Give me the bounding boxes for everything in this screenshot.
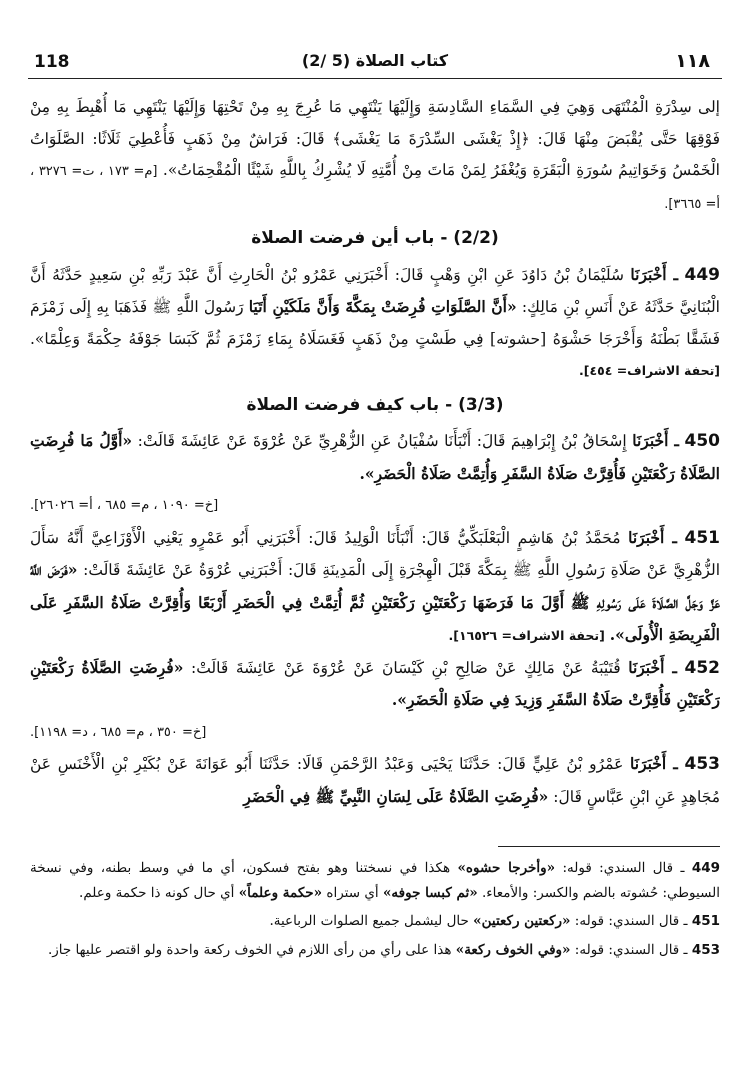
footnote-text: أي حال كونه ذا حكمة وعلم. <box>79 884 235 901</box>
hadith-chain: قُتَيْبَةُ عَنْ مَالِكٍ عَنْ صَالِحِ بْنِ كَيْسَانَ عَنْ عُرْوَةَ عَنْ عَائِشَةَ قَالَتْ: <box>190 658 621 677</box>
hadith-quote: «فَرَضَ اللَّهُ عَزَّ وَجَلَّ الصَّلَاةَ عَلَى رَسُولِهِ ﷺ <box>30 560 720 612</box>
footnote-text: هذا على رأي من رأى اللازم في الخوف ركعة واحدة ولو اقتصر عليها جاز. <box>47 941 452 958</box>
footnote-451 <box>30 909 720 934</box>
main-text <box>30 92 720 844</box>
footnote-quote: «ركعتين ركعتين» <box>473 913 571 929</box>
running-title: (2/ 5) كتاب الصلاة <box>301 51 449 70</box>
footnote-number: 451 <box>691 913 720 929</box>
hadith-reference: [تحفة الاشراف= ١٦٥٢٦]. <box>448 628 605 643</box>
hadith-quote: «فُرِضَتِ الصَّلَاةُ عَلَى لِسَانِ النَّبِيِّ ﷺ فِي الْحَضَرِ <box>243 786 549 806</box>
footnote-text: حال ليشمل جميع الصلوات الرباعية. <box>269 913 469 929</box>
hadith-reference: [خ= ٣٥٠ ، م= ٦٨٥ ، د= ١١٩٨]. <box>30 724 207 740</box>
intro-paragraph <box>30 92 720 220</box>
hadith-chain: إِسْحَاقُ بْنُ إِبْرَاهِيمَ قَالَ: أَنْبَأَنَا سُفْيَانُ عَنِ الزُّهْرِيِّ عَنْ عُرْوَةَ عَنْ عَائِشَةَ قَالَتْ: <box>137 432 627 450</box>
footnote-quote: «حكمة وعلماً» <box>238 884 323 901</box>
footnote-quote: «وفي الخوف ركعة» <box>455 941 571 958</box>
footnote-449 <box>30 856 720 905</box>
hadith-verb: ـ أَخْبَرَنَا <box>632 431 679 450</box>
footnote-divider <box>498 846 720 847</box>
footnote-label: ـ قال السندي: قوله: <box>574 913 688 929</box>
hadith-text-cont: رَسُولَ اللَّهِ ﷺ فَذَهَبَا بِهِ إِلَى زَمْزَمَ فَشَقَّا بَطْنَهُ وَأَخْرَجَا حَشْوَهُ [حشوته] فِي طَسْتٍ مِنْ ذَهَبٍ فَغَسَلَاهُ بِمَاءِ زَمْزَمَ ثُمَّ كَبَسَا جَوْفَهُ حِكْمَةً وَعِلْمًا». <box>30 298 720 348</box>
hadith-text-cont: أَوَّلَ مَا فَرَضَهَا رَكْعَتَيْنِ رَكْعَتَيْنِ ثُمَّ أُتِمَّتْ فِي الْحَضَرِ أَرْبَعًا وَأُقِرَّتْ صَلَاةُ السَّفَرِ عَلَى الْفَرِيضَةِ الْأُولَى». <box>30 592 720 644</box>
hadith-verb: ـ أَخْبَرَنَا <box>628 657 677 677</box>
hadith-quote: «أَنَّ الصَّلَوَاتِ فُرِضَتْ بِمَكَّةَ وَأَنَّ مَلَكَيْنِ أَتَيَا <box>248 297 517 316</box>
chapter-heading-where: (2/2) - باب أين فرضت الصلاة <box>251 228 499 248</box>
hadith-452 <box>30 652 720 749</box>
hadith-verb: ـ أَخْبَرَنَا <box>630 264 679 284</box>
footnote-quote: «ثم كبسا جوفه» <box>382 884 478 901</box>
footnote-number: 453 <box>691 941 720 958</box>
footnote-text: هكذا في نسختنا وهو بفتح فسكون، أي ما في وسط بطنه، وفي نسخة السيوطي: حُشوته بالضم والكسر: والأمعاء. <box>30 860 720 901</box>
footnotes <box>30 856 720 1066</box>
hadith-number: 449 <box>684 264 720 285</box>
page-header <box>28 44 722 79</box>
chapter-heading-how: (3/3) - باب كيف فرضت الصلاة <box>246 394 504 415</box>
hadith-451 <box>30 522 720 652</box>
hadith-reference: [تحفة الاشراف= ٤٥٤]. <box>579 363 720 378</box>
footnote-453 <box>30 938 720 963</box>
hadith-number: 451 <box>684 527 720 548</box>
footnote-text: أي ستراه <box>326 884 379 901</box>
footnote-quote: «وأخرجا حشوه» <box>457 860 556 876</box>
page-number-latin: 118 <box>34 52 70 72</box>
hadith-quote: «فُرِضَتِ الصَّلَاةُ رَكْعَتَيْنِ رَكْعَتَيْنِ فَأُقِرَّتْ صَلَاةُ السَّفَرِ وَزِيدَ فِي صَلَاةِ الْحَضَرِ». <box>30 657 720 709</box>
hadith-449 <box>30 259 720 387</box>
hadith-450 <box>30 425 720 522</box>
intro-reference: [م= ١٧٣ ، ت= ٣٢٧٦ ، أ= ٣٦٦٥]. <box>30 164 720 212</box>
hadith-verb: ـ أَخْبَرَنَا <box>628 527 677 547</box>
hadith-453 <box>30 748 720 813</box>
hadith-verb: ـ أَخْبَرَنَا <box>630 754 678 773</box>
hadith-quote: «أَوَّلُ مَا فُرِضَتِ الصَّلَاةُ رَكْعَتَيْنِ فَأُقِرَّتْ صَلَاةُ السَّفَرِ وَأُتِمَّتْ صَلَاةُ الْحَضَرِ». <box>30 431 720 483</box>
hadith-chain: مُحَمَّدُ بْنُ هَاشِمٍ الْبَعْلَبَكِّيُّ قَالَ: أَنْبَأَنَا الْوَلِيدُ قَالَ: أَخْبَرَنِي أَبُو عَمْرٍو يَعْنِي الْأَوْزَاعِيَّ أَنَّهُ سَأَلَ الزُّهْرِيَّ عَنْ صَلَاةِ رَسُولِ اللَّهِ ﷺ بِمَكَّةَ قَبْلَ الْهِجْرَةِ إِلَى الْمَدِينَةِ قَالَ: أَخْبَرَنِي عُرْوَةُ عَنْ عَائِشَةَ قَالَتْ: <box>30 528 720 579</box>
footnote-label: ـ قال السندي: قوله: <box>574 941 688 958</box>
hadith-chain: عَمْرُو بْنُ عَلِيٍّ قَالَ: حَدَّثَنَا يَحْيَى وَعَبْدُ الرَّحْمَنِ قَالَا: حَدَّثَنَا أَبُو عَوَانَةَ عَنْ بُكَيْرِ بْنِ الْأَخْنَسِ عَنْ مُجَاهِدٍ عَنِ ابْنِ عَبَّاسٍ قَالَ: <box>30 755 720 806</box>
hadith-number: 453 <box>684 754 720 774</box>
page-number-arabic: ١١٨ <box>675 50 710 72</box>
footnote-label: ـ قال السندي: قوله: <box>562 860 685 876</box>
footnote-number: 449 <box>691 860 720 876</box>
hadith-chain: سُلَيْمَانُ بْنُ دَاوُدَ عَنِ ابْنِ وَهْبٍ قَالَ: أَخْبَرَنِي عَمْرُو بْنُ الْحَارِثِ أَنَّ عَبْدَ رَبِّهِ بْنِ سَعِيدٍ حَدَّثَهُ أَنَّ الْبُنَانِيَّ حَدَّثَهُ عَنْ أَنَسِ بْنِ مَالِكٍ: <box>30 265 720 316</box>
hadith-number: 450 <box>684 431 720 451</box>
intro-text: إلى سِدْرَةِ الْمُنْتَهَى وَهِيَ فِي السَّمَاءِ السَّادِسَةِ وَإِلَيْهَا يَنْتَهِي مَا عُرِجَ بِهِ مِنْ تَحْتِهَا وَإِلَيْهَا يَنْتَهِي مَا أُهْبِطَ بِهِ مِنْ فَوْقِهَا حَتَّى يُقْبَضَ مِنْهَا قَالَ: ﴿إِذْ يَغْشَى السِّدْرَةَ مَا يَغْشَى﴾ قَالَ: فَرَاشٌ مِنْ ذَهَبٍ فَأُعْطِيَ ثَلَاثًا: الصَّلَوَاتُ الْخَمْسُ وَخَوَاتِيمُ سُورَةِ الْبَقَرَةِ وَيُغْفَرُ لِمَنْ مَاتَ مِنْ أُمَّتِهِ لَا يُشْرِكُ بِاللَّهِ شَيْئًا الْمُقْحِمَاتُ». <box>30 98 720 179</box>
hadith-reference: [خ= ١٠٩٠ ، م= ٦٨٥ ، أ= ٢٦٠٢٦]. <box>30 498 219 513</box>
hadith-number: 452 <box>684 657 720 678</box>
